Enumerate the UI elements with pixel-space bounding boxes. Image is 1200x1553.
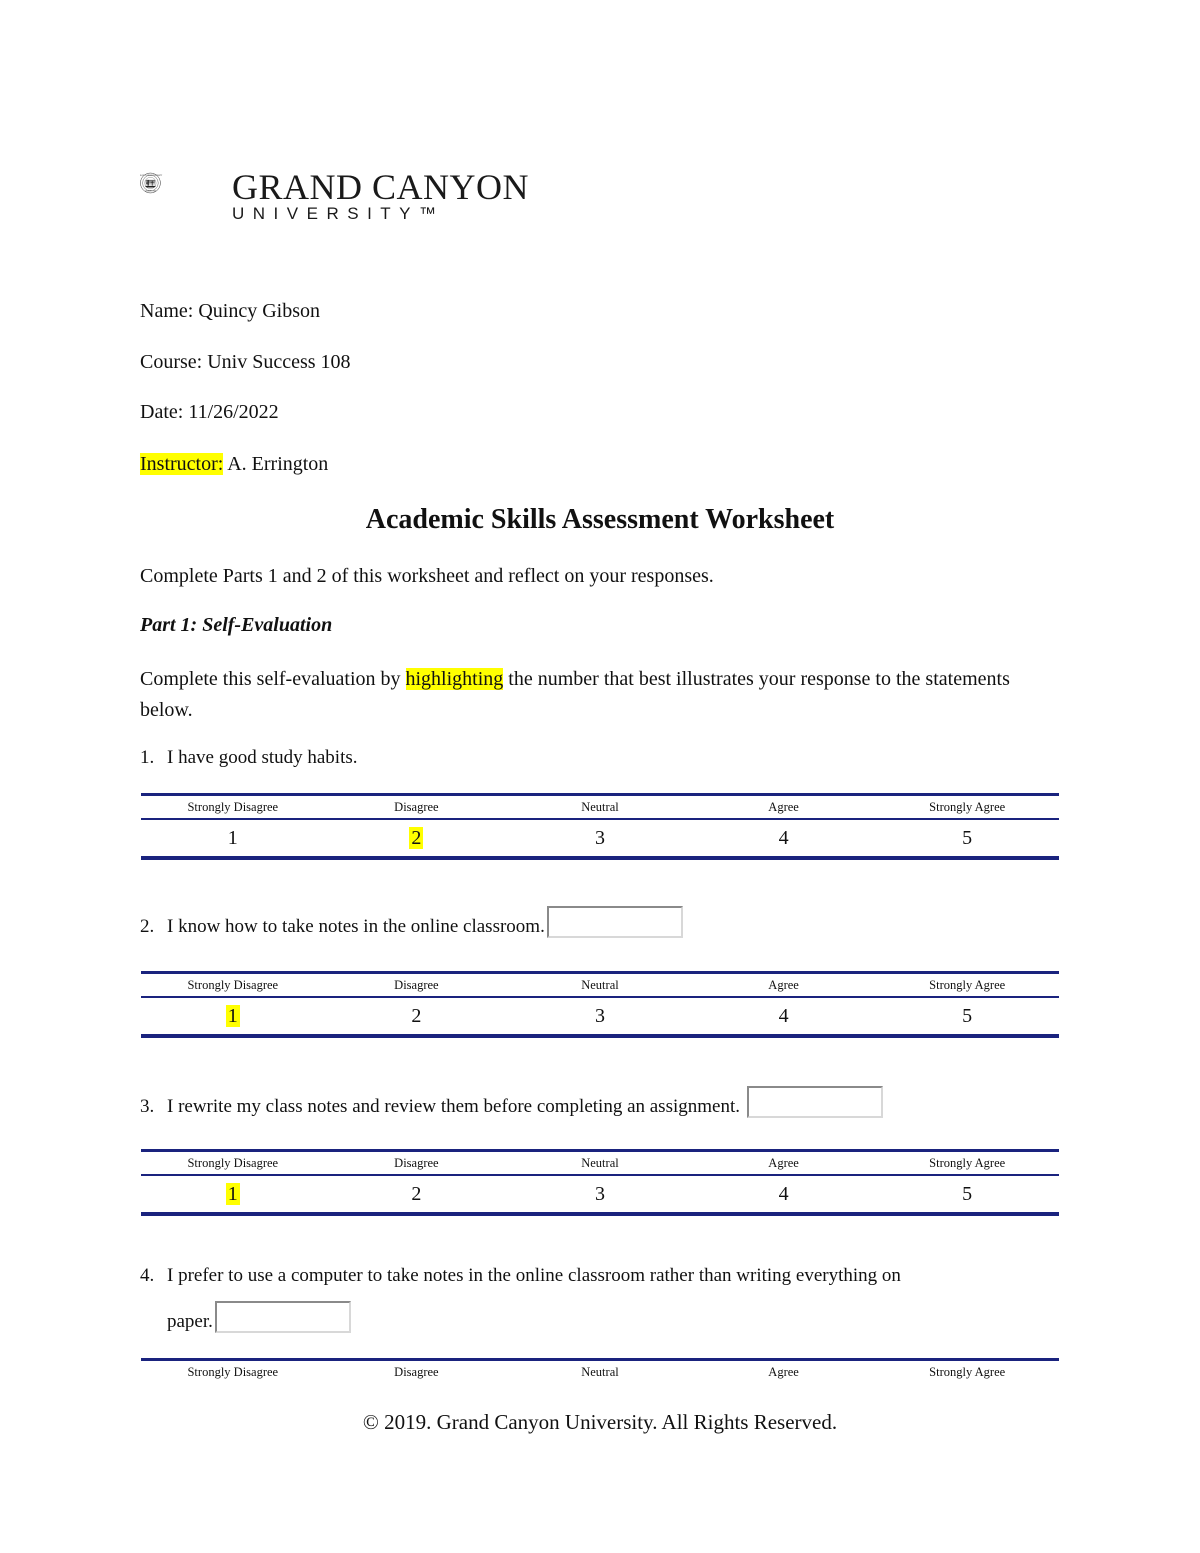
scale-option-4[interactable]: 4 <box>778 1183 789 1205</box>
scale-option-2-selected[interactable]: 2 <box>411 827 422 849</box>
name-value: Quincy Gibson <box>198 300 320 322</box>
scale-options <box>141 1176 1059 1212</box>
likert-scale-4 <box>141 1358 1059 1383</box>
question-number: 1. <box>140 747 155 768</box>
scale-option-1-selected[interactable]: 1 <box>227 1005 238 1027</box>
scale-label-disagree: Disagree <box>394 1156 439 1170</box>
instructions-text-before: Complete this self-evaluation by <box>140 668 406 690</box>
logo-wordmark-university: UNIVERSITY™ <box>232 204 445 223</box>
scale-option-4[interactable]: 4 <box>778 827 789 849</box>
scale-option-3[interactable]: 3 <box>594 827 605 849</box>
scale-option-3[interactable]: 3 <box>594 1183 605 1205</box>
scale-label-disagree: Disagree <box>394 1365 439 1379</box>
scale-label-agree: Agree <box>768 1365 799 1379</box>
scale-label-strongly-disagree: Strongly Disagree <box>187 800 279 814</box>
question-text: I rewrite my class notes and review them before completing an assignment. <box>167 1096 740 1117</box>
intro-text: Complete Parts 1 and 2 of this worksheet and reflect on your responses. <box>140 565 714 587</box>
page-title: Academic Skills Assessment Worksheet <box>365 504 835 535</box>
scale-options <box>141 820 1059 856</box>
scale-label-neutral: Neutral <box>581 800 619 814</box>
instructions-text-after: the number that best illustrates your response to the statements below. <box>140 668 1010 721</box>
question-text-line2: paper. <box>167 1311 213 1332</box>
question-number: 3. <box>140 1096 155 1117</box>
scale-label-disagree: Disagree <box>394 978 439 992</box>
course-value: Univ Success 108 <box>207 351 351 373</box>
logo-wordmark-grand-canyon: GRAND CANYON <box>232 167 530 207</box>
scale-labels <box>141 1152 1059 1174</box>
instructor-line <box>140 453 328 476</box>
part1-instructions <box>140 664 1060 726</box>
answer-text-box[interactable] <box>215 1301 351 1333</box>
scale-label-agree: Agree <box>768 800 799 814</box>
scale-options <box>141 998 1059 1034</box>
scale-labels <box>141 796 1059 818</box>
scale-label-strongly-agree: Strongly Agree <box>929 1365 1006 1379</box>
scale-option-5[interactable]: 5 <box>962 827 973 849</box>
question-2 <box>140 906 683 938</box>
scale-label-disagree: Disagree <box>394 800 439 814</box>
date-label: Date: <box>140 401 189 423</box>
scale-label-strongly-disagree: Strongly Disagree <box>187 978 279 992</box>
scale-option-1[interactable]: 1 <box>227 827 238 849</box>
question-4 <box>140 1265 1060 1333</box>
scale-option-4[interactable]: 4 <box>778 1005 789 1027</box>
scale-option-5[interactable]: 5 <box>962 1183 973 1205</box>
scale-labels <box>141 1361 1059 1383</box>
instructions-highlight-word: highlighting <box>405 668 504 690</box>
scale-label-strongly-agree: Strongly Agree <box>929 1156 1006 1170</box>
scale-labels <box>141 974 1059 996</box>
scale-label-strongly-agree: Strongly Agree <box>929 978 1006 992</box>
answer-text-box[interactable] <box>747 1086 883 1118</box>
scale-option-2[interactable]: 2 <box>411 1183 422 1205</box>
scale-label-neutral: Neutral <box>581 1365 619 1379</box>
date-value: 11/26/2022 <box>188 401 279 423</box>
scale-label-agree: Agree <box>768 978 799 992</box>
scale-label-strongly-disagree: Strongly Disagree <box>187 1156 279 1170</box>
scale-option-1-selected[interactable]: 1 <box>227 1183 238 1205</box>
student-name-line <box>140 300 320 323</box>
course-label: Course: <box>140 351 208 373</box>
instructor-label: Instructor: <box>140 453 224 475</box>
scale-option-2[interactable]: 2 <box>411 1005 422 1027</box>
university-seal-logo <box>140 140 230 226</box>
course-line <box>140 351 351 374</box>
scale-option-3[interactable]: 3 <box>594 1005 605 1027</box>
likert-scale-3 <box>141 1149 1059 1216</box>
svg-text:ARIZONA 1949: ARIZONA 1949 <box>144 191 156 193</box>
name-label: Name: <box>140 300 199 322</box>
likert-scale-1 <box>141 793 1059 860</box>
likert-scale-2 <box>141 971 1059 1038</box>
question-1 <box>140 747 358 769</box>
question-number: 2. <box>140 916 155 937</box>
question-text: I know how to take notes in the online classroom. <box>167 916 545 937</box>
question-text: I have good study habits. <box>167 747 358 768</box>
question-number: 4. <box>140 1265 155 1286</box>
scale-label-agree: Agree <box>768 1156 799 1170</box>
part1-heading: Part 1: Self-Evaluation <box>140 614 333 636</box>
scale-label-strongly-agree: Strongly Agree <box>929 800 1006 814</box>
instructor-value: A. Errington <box>223 453 329 475</box>
scale-label-neutral: Neutral <box>581 978 619 992</box>
date-line <box>140 401 279 424</box>
copyright-footer: © 2019. Grand Canyon University. All Rights Reserved. <box>362 1410 838 1434</box>
scale-label-neutral: Neutral <box>581 1156 619 1170</box>
answer-text-box[interactable] <box>547 906 683 938</box>
svg-text:GRAND CANYON UNIVERSITY: GRAND CANYON UNIVERSITY <box>140 175 163 177</box>
scale-label-strongly-disagree: Strongly Disagree <box>187 1365 279 1379</box>
scale-option-5[interactable]: 5 <box>962 1005 973 1027</box>
question-text-line1: I prefer to use a computer to take notes in the online classroom rather than writing everything on <box>167 1265 901 1286</box>
question-3 <box>140 1086 883 1118</box>
